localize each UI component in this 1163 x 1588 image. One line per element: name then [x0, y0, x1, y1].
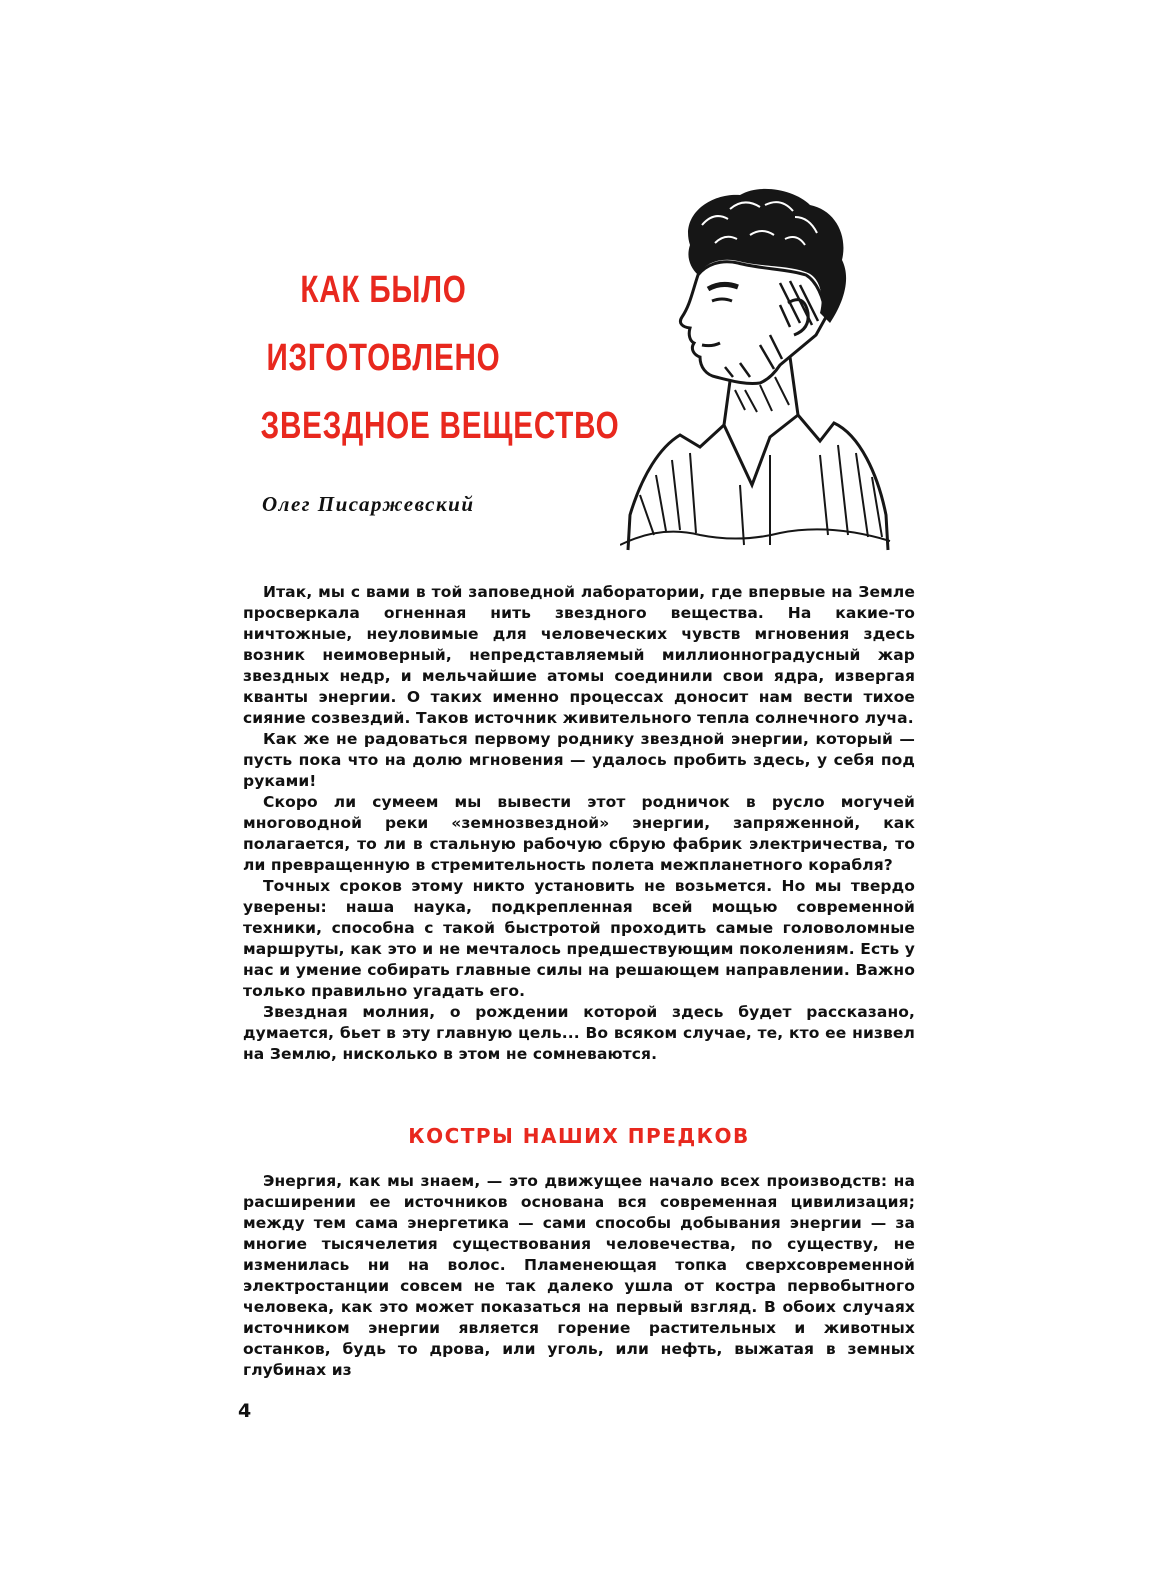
portrait-shirt	[628, 415, 888, 550]
body-paragraph: Скоро ли сумеем мы вывести этот родничок в русло могучей многоводной реки «земнозвездной» энергии, запряженной, как полагается, то ли в стальную рабочую сбрую фабрик электричества, то ли превращенную в стремительность полета межпланетного корабля?	[243, 793, 915, 874]
portrait-face	[680, 262, 826, 384]
section-body	[243, 1171, 915, 1381]
article-body	[243, 582, 915, 1065]
title-line: КАК БЫЛО	[300, 269, 467, 311]
body-paragraph: Точных сроков этому никто установить не возьмется. Но мы твердо уверены: наша наука, подкрепленная всей мощью современной техники, способна с такой быстротой проходить самые головоломные маршруты, как это и не мечталось предшествующим поколениям. Есть у нас и умение собирать главные силы на решающем направлении. Важно только правильно угадать его.	[243, 877, 915, 1000]
title-line: ИЗГОТОВЛЕНО	[266, 337, 501, 379]
title-line: ЗВЕЗДНОЕ ВЕЩЕСТВО	[260, 405, 620, 447]
section-heading: КОСТРЫ НАШИХ ПРЕДКОВ	[408, 1124, 750, 1148]
body-paragraph: Как же не радоваться первому роднику звездной энергии, который — пусть пока что на долю мгновения — удалось пробить здесь, у себя под руками!	[243, 730, 915, 790]
body-paragraph: Итак, мы с вами в той заповедной лаборатории, где впервые на Земле просверкала огненная нить звездного вещества. На какие-то ничтожные, неуловимые для человеческих чувств мгновения здесь возник неимоверный, непредставляемый миллионноградусный жар звездных недр, и мельчайшие атомы соединили свои ядра, извергая кванты энергии. О таких именно процессах доносит нам вести тихое сияние созвездий. Таков источник живительного тепла солнечного луча.	[243, 583, 915, 727]
author-name: Олег Писаржевский	[262, 492, 475, 516]
body-paragraph: Звездная молния, о рождении которой здесь будет рассказано, думается, бьет в эту главную цель... Во всяком случае, те, кто ее низвел на Землю, нисколько в этом не сомневаются.	[243, 1003, 915, 1063]
article-title	[260, 256, 620, 460]
page-number: 4	[238, 1400, 252, 1422]
author-portrait-illustration	[620, 185, 900, 555]
body-paragraph: Энергия, как мы знаем, — это движущее начало всех производств: на расширении ее источников основана вся современная цивилизация; между тем сама энергетика — сами способы добывания энергии — за многие тысячелетия существования человечества, по существу, не изменилась ни на волос. Пламенеющая топка сверхсовременной электростанции совсем не так далеко ушла от костра первобытного человека, как это может показаться на первый взгляд. В обоих случаях источником энергии является горение растительных и животных останков, будь то дрова, или уголь, или нефть, выжатая в земных глубинах из	[243, 1172, 915, 1379]
